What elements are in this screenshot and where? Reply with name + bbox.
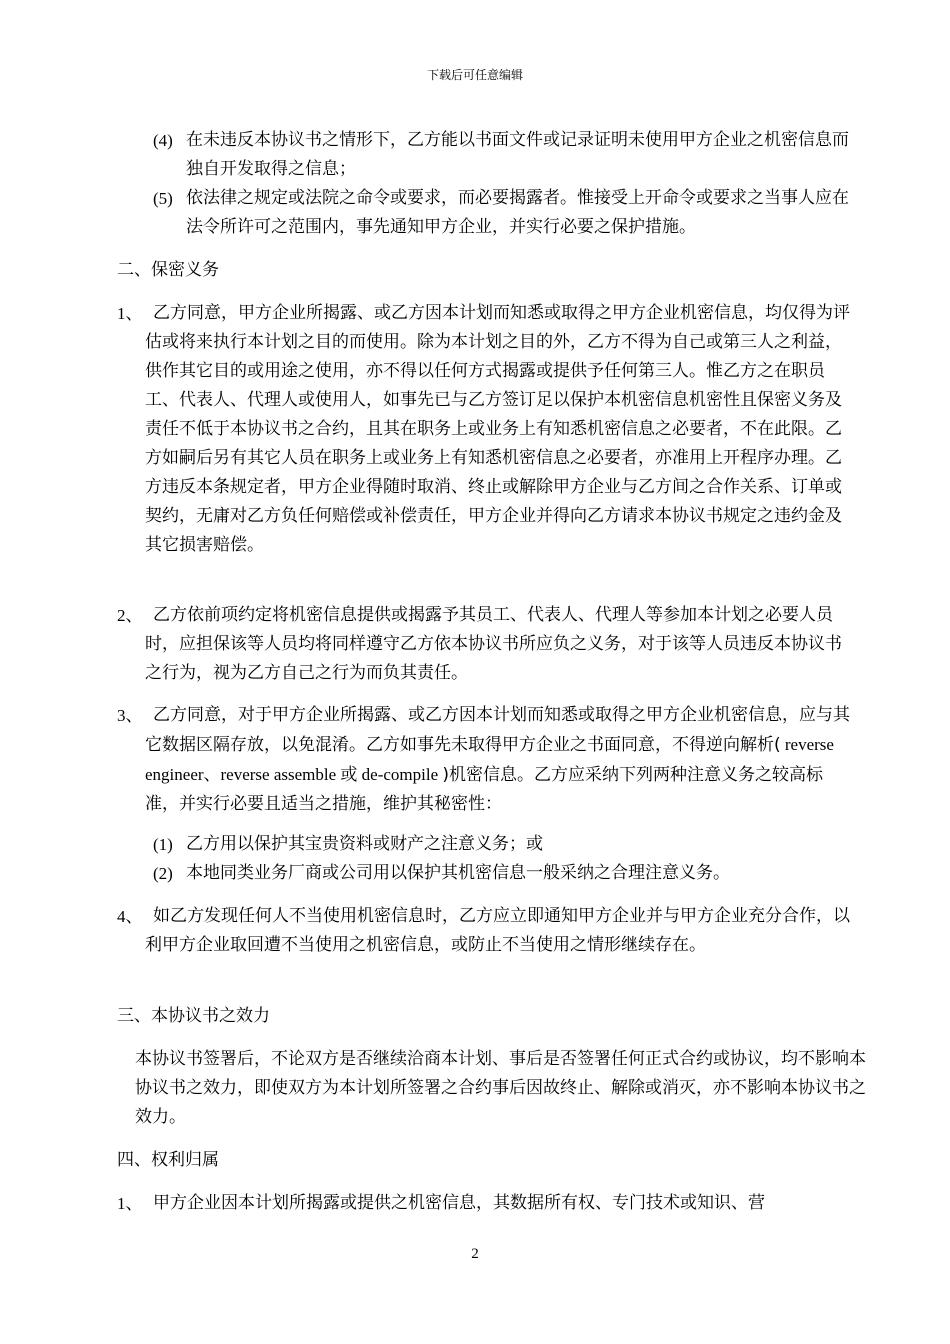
clause-text: 乙方依前项约定将机密信息提供或揭露予其员工、代表人、代理人等参加本计划之必要人员时，应担保该等人员均将同样遵守乙方依本协议书所应负之义务，对于该等人员违反本协议书之行为，视为乙方自己之行为而负其责任。 <box>145 605 842 683</box>
clause-2-4 <box>117 902 857 960</box>
list-text: 乙方用以保护其宝贵资料或财产之注意义务；或 <box>186 834 543 854</box>
page-number: 2 <box>471 1246 479 1262</box>
list-number: (5) <box>153 189 173 208</box>
list-number: (2) <box>153 864 173 883</box>
clause-number: 2、 <box>117 606 143 625</box>
clause-2-3 <box>117 701 857 819</box>
clause-text: 乙方同意，对于甲方企业所揭露、或乙方因本计划而知悉或取得之甲方企业机密信息，应与其它数据区隔存放，以免混淆。乙方如事先未取得甲方企业之书面同意，不得逆向解析( <box>145 705 850 755</box>
section-paragraph: 本协议书签署后，不论双方是否继续洽商本计划、事后是否签署任何正式合约或协议，均不影响本协议书之效力，即使双方为本计划所签署之合约事后因故终止、解除或消灭，亦不影响本协议书之效力。 <box>135 1049 866 1127</box>
list-number: (4) <box>153 131 173 150</box>
clause-text-latin: reverse engineer、reverse assemble <box>145 735 834 784</box>
clause-text: 或 <box>340 765 358 785</box>
clause-2-1 <box>117 299 857 560</box>
list-text: 依法律之规定或法院之命令或要求，而必要揭露者。惟接受上开命令或要求之当事人应在法令所许可之范围内，事先通知甲方企业，并实行必要之保护措施。 <box>186 188 849 237</box>
clause-text-latin: de-compile <box>357 765 443 784</box>
clause-text: 甲方企业因本计划所揭露或提供之机密信息，其数据所有权、专门技术或知识、营 <box>153 1193 765 1213</box>
list-item-5 <box>153 184 853 242</box>
clause-2-2 <box>117 601 857 688</box>
clause-text: 如乙方发现任何人不当使用机密信息时，乙方应立即通知甲方企业并与甲方企业充分合作，以利甲方企业取回遭不当使用之机密信息，或防止不当使用之情形继续存在。 <box>145 906 850 955</box>
list-text: 在未违反本协议书之情形下，乙方能以书面文件或记录证明未使用甲方企业之机密信息而独自开发取得之信息； <box>186 130 849 179</box>
clause-number: 1、 <box>117 1194 143 1213</box>
list-item-4 <box>153 126 853 184</box>
clause-number: 1、 <box>117 304 143 323</box>
section-heading-ownership: 四、权利归属 <box>117 1150 219 1170</box>
section-heading-effect: 三、本协议书之效力 <box>117 1006 270 1026</box>
section-heading-confidentiality: 二、保密义务 <box>117 260 219 280</box>
clause-text: 乙方同意，甲方企业所揭露、或乙方因本计划而知悉或取得之甲方企业机密信息，均仅得为评估或将来执行本计划之目的而使用。除为本计划之目的外，乙方不得为自己或第三人之利益，供作其它目的或用途之使用，亦不得以任何方式揭露或提供予任何第三人。惟乙方之在职员工、代表人、代理人或使用人，如事先已与乙方签订足以保护本机密信息机密性且保密义务及责任不低于本协议书之合约，且其在职务上或业务上有知悉机密信息之必要者，不在此限。乙方如嗣后另有其它人员在职务上或业务上有知悉机密信息之必要者，亦准用上开程序办理。乙方违反本条规定者，甲方企业得随时取消、终止或解除甲方企业与乙方间之合作关系、订单或契约，无庸对乙方负任何赔偿或补偿责任，甲方企业并得向乙方请求本协议书规定之违约金及其它损害赔偿。 <box>145 303 850 555</box>
list-text: 本地同类业务厂商或公司用以保护其机密信息一般采纳之合理注意义务。 <box>186 863 730 883</box>
list-item-1 <box>153 830 853 859</box>
list-number: (1) <box>153 835 173 854</box>
clause-number: 3、 <box>117 706 143 725</box>
page-header: 下载后可任意编辑 <box>426 68 523 82</box>
clause-text: )机密信息。乙方应采纳下列两种注意义务之较高标准，并实行必要且适当之措施，维护其秘密性： <box>145 765 824 814</box>
clause-number: 4、 <box>117 907 143 926</box>
list-item-2 <box>153 859 853 888</box>
clause-4-1 <box>117 1189 857 1218</box>
